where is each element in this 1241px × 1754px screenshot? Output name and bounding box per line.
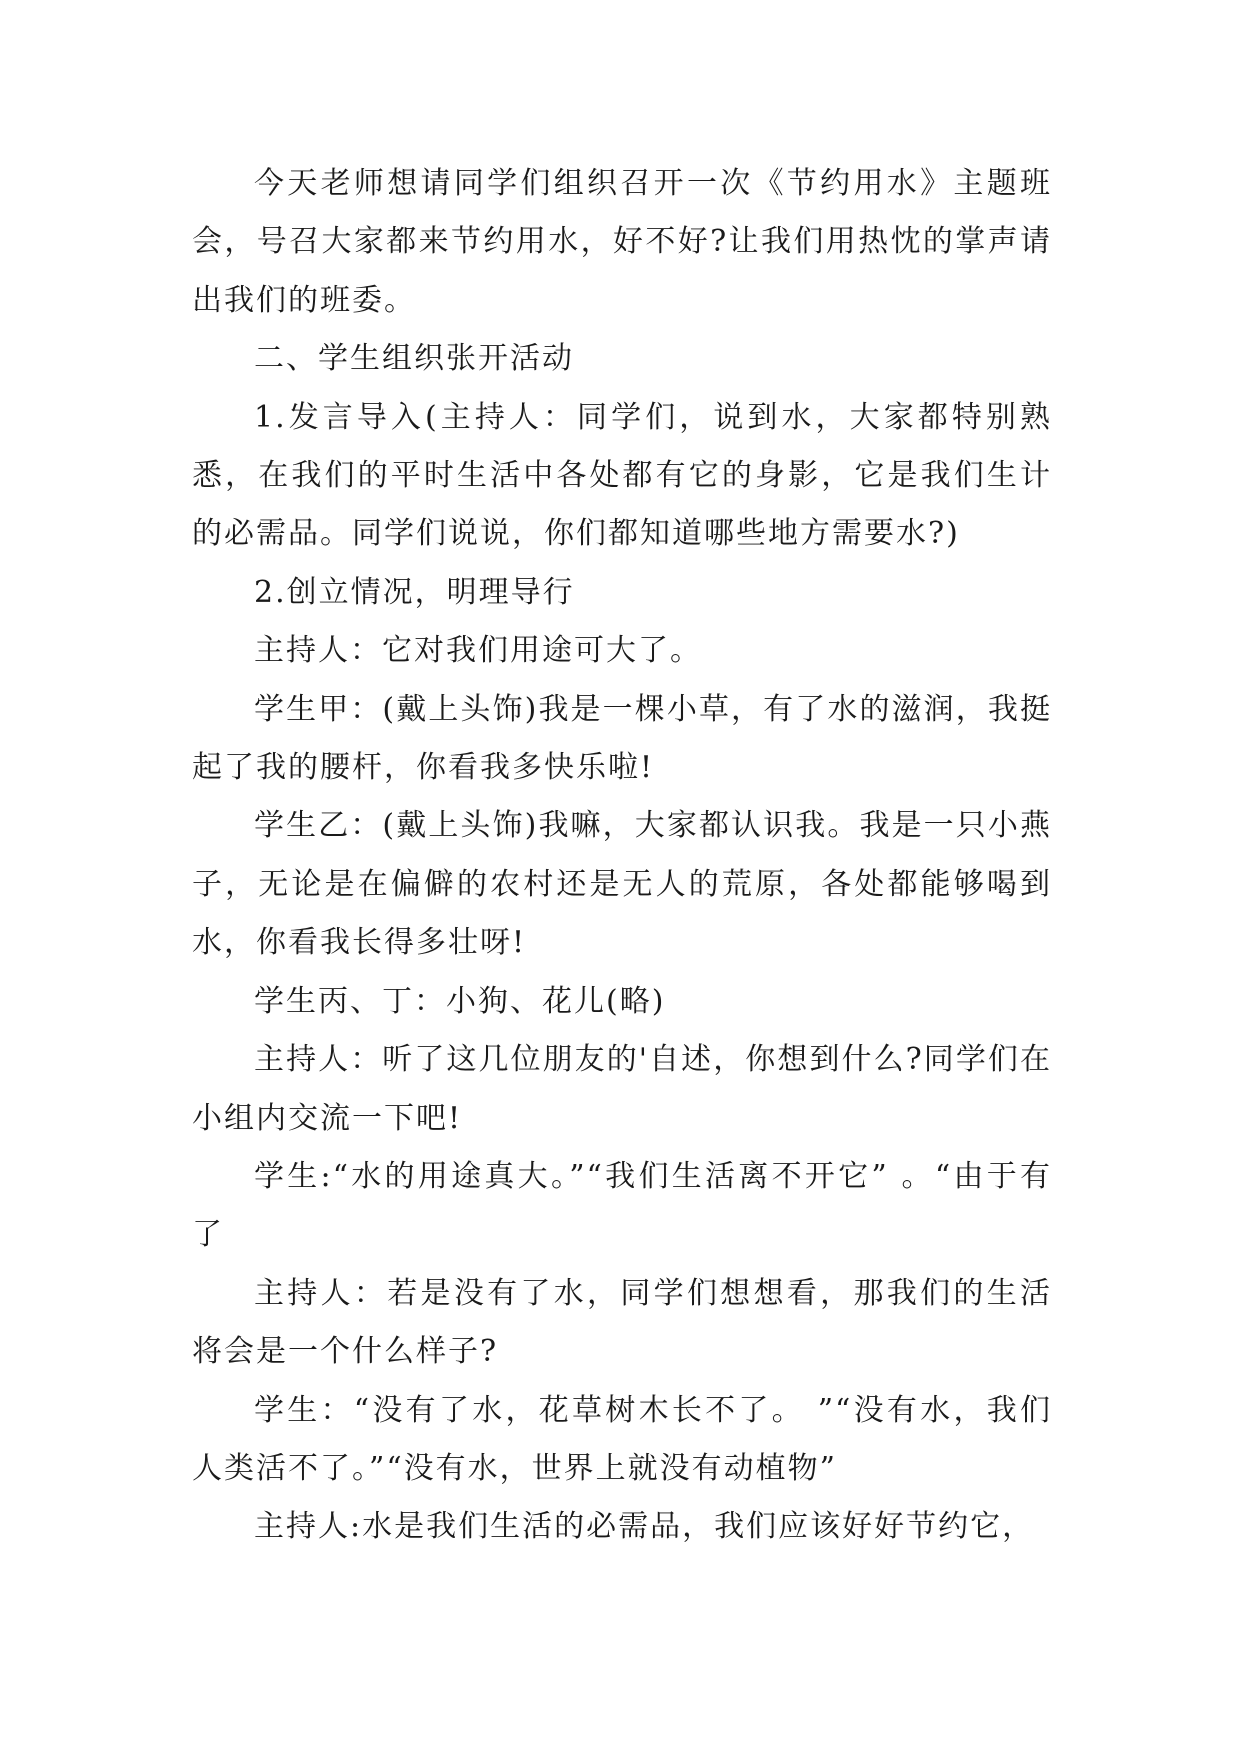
paragraph-host-2: 主持人：听了这几位朋友的'自述，你想到什么?同学们在小组内交流一下吧! (192, 1042, 1052, 1136)
paragraph-host-3: 主持人：若是没有了水，同学们想想看，那我们的生活将会是一个什么样子? (192, 1275, 1052, 1370)
paragraph-host-1: 主持人：它对我们用途可大了。 (254, 633, 702, 669)
paragraph-students-2: 学生：“没有了水，花草树木长不了。 ”“没有水，我们人类活不了。”“没有水，世界上就没有动植物” (192, 1392, 1052, 1486)
paragraph-intro: 今天老师想请同学们组织召开一次《节约用水》主题班会，号召大家都来节约用水，好不好?让我们用热忱的掌声请出我们的班委。 (192, 166, 1052, 318)
paragraph-student-c-d: 学生丙、丁：小狗、花儿(略) (254, 983, 666, 1019)
document-body (192, 155, 1052, 1557)
paragraph-step-1: 1.发言导入(主持人：同学们，说到水，大家都特别熟悉，在我们的平时生活中各处都有它的身影，它是我们生计的必需品。同学们说说，你们都知道哪些地方需要水?) (192, 399, 1052, 552)
paragraph-student-a: 学生甲：(戴上头饰)我是一棵小草，有了水的滋润，我挺起了我的腰杆，你看我多快乐啦! (192, 691, 1052, 786)
paragraph-students-1: 学生:“水的用途真大。”“我们生活离不开它” 。“由于有了 (192, 1158, 1052, 1253)
paragraph-step-2: 2.创立情况，明理导行 (254, 574, 575, 610)
paragraph-student-b: 学生乙：(戴上头饰)我嘛，大家都认识我。我是一只小燕子，无论是在偏僻的农村还是无人的荒原，各处都能够喝到水，你看我长得多壮呀! (192, 808, 1052, 961)
paragraph-section-heading: 二、学生组织张开活动 (254, 341, 574, 377)
paragraph-host-4: 主持人:水是我们生活的必需品，我们应该好好节约它， (254, 1509, 1035, 1545)
